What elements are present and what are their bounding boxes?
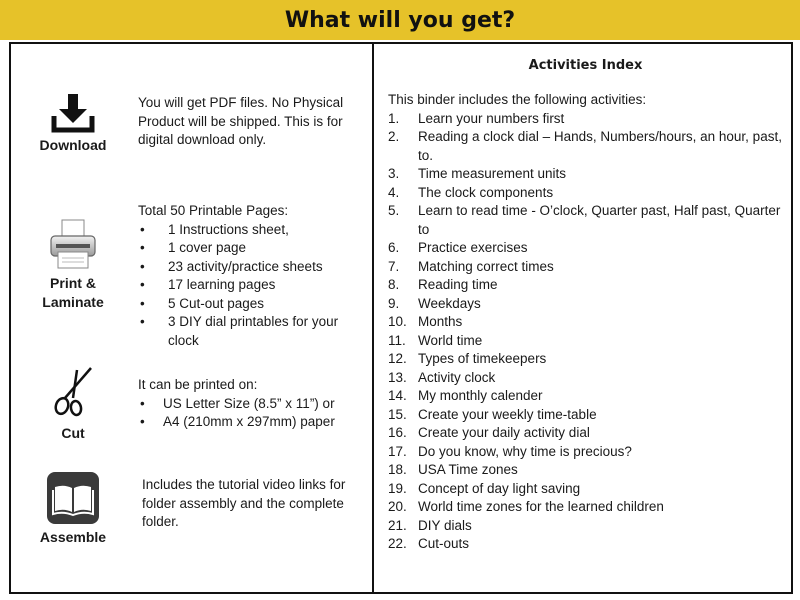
activity-number: 22. <box>388 536 407 551</box>
print-text: Total 50 Printable Pages: • 1 Instructions sheet, • 1 cover page • 23 activity/practice sheets • 17 learning pages • 5 Cut-out pages • 3 DIY dial printables for your clock <box>138 202 363 350</box>
activity-number: 14. <box>388 388 407 403</box>
list-item <box>388 313 783 332</box>
scissors-icon <box>51 366 95 418</box>
activity-number: 18. <box>388 462 407 477</box>
activity-number: 6. <box>388 240 400 255</box>
activities-list <box>388 110 783 554</box>
activity-text: Learn to read time - O’clock, Quarter past, Half past, Quarter to <box>418 203 781 237</box>
activities-intro: This binder includes the following activities: <box>388 92 647 107</box>
list-item <box>388 350 783 369</box>
activity-text: Create your daily activity dial <box>418 425 590 440</box>
activity-number: 10. <box>388 314 407 329</box>
list-item <box>388 517 783 536</box>
activity-text: Do you know, why time is precious? <box>418 443 632 459</box>
assemble-icon-column <box>9 472 137 547</box>
list-item: • 1 Instructions sheet, <box>138 221 363 240</box>
list-item: • 5 Cut-out pages <box>138 295 363 314</box>
activity-text: Months <box>418 314 463 329</box>
activity-text: Matching correct times <box>418 258 554 274</box>
book-icon <box>47 472 99 524</box>
list-item <box>388 424 783 443</box>
list-item <box>388 406 783 425</box>
page-title: What will you get? <box>284 7 516 33</box>
list-item <box>388 239 783 258</box>
cut-list <box>138 395 363 432</box>
activity-text: Learn your numbers first <box>418 110 565 126</box>
activity-text: World time <box>418 332 483 348</box>
activity-number: 7. <box>388 258 400 274</box>
activity-number: 11. <box>388 332 406 348</box>
cut-icon-column <box>9 366 137 443</box>
activity-text: Activity clock <box>418 369 496 385</box>
activities-title: Activities Index <box>528 58 643 73</box>
list-item: • 1 cover page <box>138 239 363 258</box>
activity-number: 4. <box>388 184 400 200</box>
list-item <box>388 443 783 462</box>
list-item: • 17 learning pages <box>138 276 363 295</box>
list-item: • 23 activity/practice sheets <box>138 258 363 277</box>
activity-number: 13. <box>388 369 407 385</box>
cut-label: Cut <box>61 425 85 441</box>
activity-number: 15. <box>388 406 407 422</box>
list-item <box>388 369 783 388</box>
activity-number: 21. <box>388 517 407 533</box>
activity-text: USA Time zones <box>418 462 518 477</box>
list-item <box>388 276 783 295</box>
activity-text: World time zones for the learned children <box>418 499 664 514</box>
activity-number: 5. <box>388 203 400 218</box>
activity-text: Concept of day light saving <box>418 480 581 496</box>
list-item <box>388 461 783 480</box>
activity-text: My monthly calender <box>418 388 543 403</box>
activity-number: 2. <box>388 129 400 144</box>
list-item <box>388 184 783 203</box>
list-item <box>388 295 783 314</box>
activity-text: Cut-outs <box>418 536 470 551</box>
list-item <box>388 498 783 517</box>
print-label: Print & Laminate <box>42 275 104 310</box>
download-icon <box>51 92 95 134</box>
activity-text: The clock components <box>418 184 554 200</box>
activity-number: 1. <box>388 110 400 126</box>
activity-number: 17. <box>388 443 407 459</box>
activity-number: 9. <box>388 295 400 311</box>
activity-text: Reading a clock dial – Hands, Numbers/hours, an hour, past, to. <box>418 129 782 163</box>
list-item: • 3 DIY dial printables for your clock <box>138 313 363 350</box>
list-item <box>388 332 783 351</box>
activity-text: Types of timekeepers <box>418 351 547 366</box>
activity-text: Create your weekly time-table <box>418 406 597 422</box>
list-item <box>388 110 783 129</box>
activity-text: Practice exercises <box>418 240 528 255</box>
list-item: • A4 (210mm x 297mm) paper <box>138 413 363 432</box>
activities-panel <box>388 58 783 554</box>
activity-text: Reading time <box>418 277 498 292</box>
column-divider <box>372 42 374 594</box>
list-item: • US Letter Size (8.5” x 11”) or <box>138 395 363 414</box>
list-item <box>388 480 783 499</box>
list-item <box>388 535 783 554</box>
download-label: Download <box>39 137 107 153</box>
cut-text: It can be printed on: • US Letter Size (8.5” x 11”) or • A4 (210mm x 297mm) paper <box>138 376 363 432</box>
activity-text: Weekdays <box>418 295 481 311</box>
activity-number: 20. <box>388 499 407 514</box>
download-text: You will get PDF files. No Physical Product will be shipped. This is for digital download only. <box>138 95 344 147</box>
list-item <box>388 387 783 406</box>
printer-icon <box>48 218 98 272</box>
activity-number: 8. <box>388 277 400 292</box>
activity-text: Time measurement units <box>418 166 567 181</box>
print-icon-column <box>9 218 137 312</box>
activity-number: 12. <box>388 351 407 366</box>
list-item <box>388 258 783 277</box>
activity-number: 19. <box>388 480 407 496</box>
assemble-text: Includes the tutorial video links for folder assembly and the complete folder. <box>142 477 346 529</box>
activity-number: 3. <box>388 166 400 181</box>
activity-number: 16. <box>388 425 407 440</box>
activity-text: DIY dials <box>418 517 472 533</box>
list-item <box>388 165 783 184</box>
assemble-label: Assemble <box>39 529 107 545</box>
list-item <box>388 202 783 239</box>
list-item <box>388 128 783 165</box>
download-icon-column <box>9 92 137 155</box>
header-banner <box>0 0 800 40</box>
print-list <box>138 221 363 351</box>
